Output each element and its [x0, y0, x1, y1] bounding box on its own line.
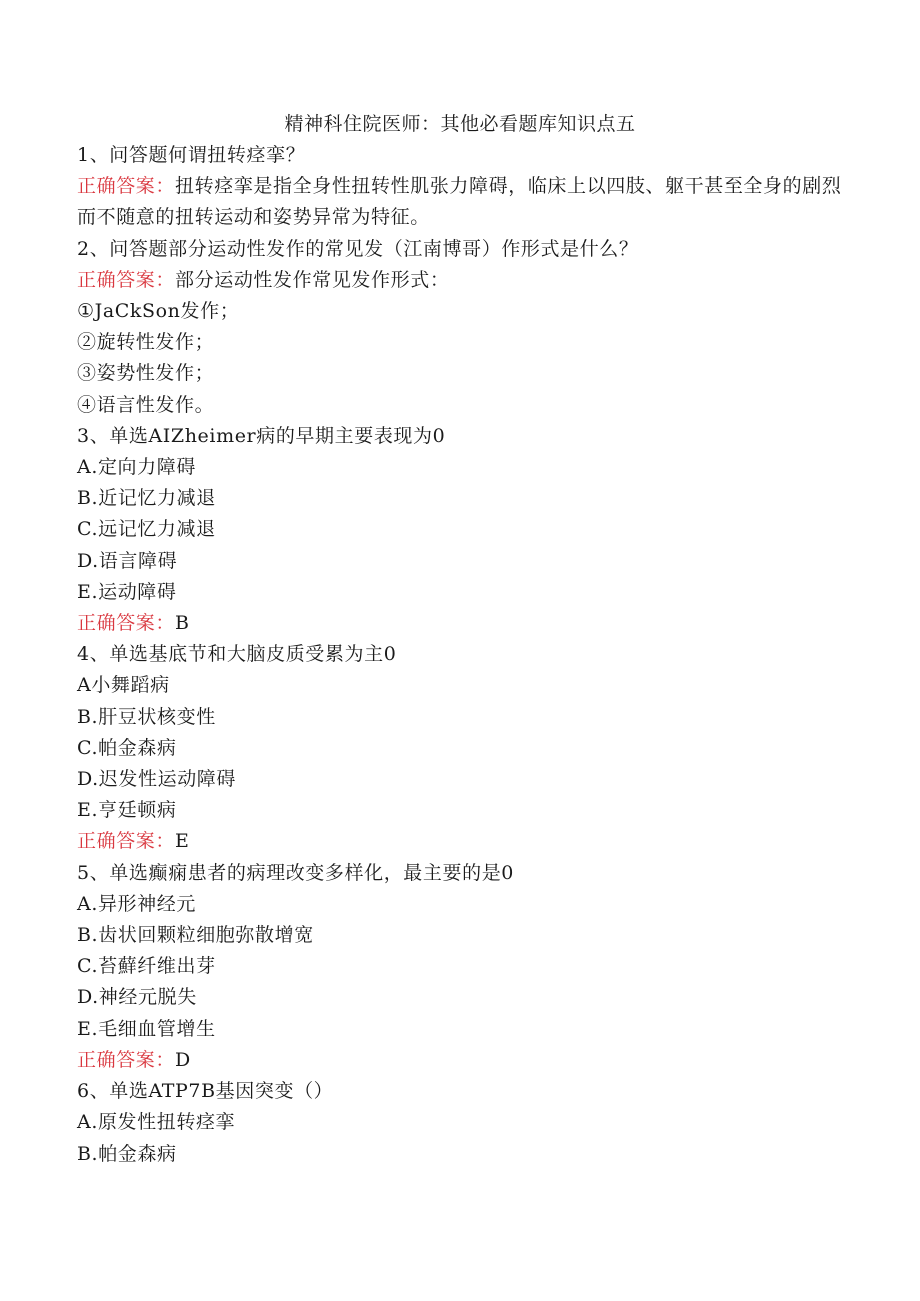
option: C.苔蘚纤维出芽 [77, 955, 216, 978]
answer-extra-item: ①JaCkSon发作； [77, 300, 240, 323]
answer-extra-item: ③姿势性发作； [77, 362, 215, 385]
answer-text: E [175, 830, 190, 853]
option: A.原发性扭转痉挛 [77, 1111, 236, 1134]
question-2: 2、问答题部分运动性发作的常见发（江南博哥）作形式是什么？ [77, 237, 639, 260]
document-title: 精神科住院医师：其他必看题库知识点五 [284, 113, 636, 135]
question-5: 5、单选癫痫患者的病理改变多样化，最主要的是0 [77, 861, 514, 884]
answer-text: 扭转痉挛是指全身性扭转性肌张力障碍，临床上以四肢、躯干甚至全身的剧烈而不随意的扭转运动和姿势异常为特征。 [77, 175, 842, 229]
answer-label: 正确答案： [77, 268, 176, 291]
question-list [77, 140, 847, 1170]
answer-label: 正确答案： [77, 175, 176, 198]
answer-extra-item: ④语言性发作。 [77, 393, 215, 416]
answer-text: D [175, 1048, 191, 1071]
answer-text: B [175, 612, 190, 635]
option: B.肝豆状核变性 [77, 705, 216, 728]
answer-label: 正确答案： [77, 612, 176, 635]
option: D.神经元脱失 [77, 986, 197, 1009]
answer-extra-item: ②旋转性发作； [77, 331, 215, 354]
question-4: 4、单选基底节和大脑皮质受累为主0 [77, 643, 397, 666]
answer-5 [77, 1045, 847, 1076]
option: B.近记忆力减退 [77, 487, 216, 510]
option: D.语言障碍 [77, 549, 178, 572]
option: C.帕金森病 [77, 736, 177, 759]
answer-text: 部分运动性发作常见发作形式： [175, 268, 450, 291]
answer-2 [77, 265, 847, 296]
answer-3 [77, 608, 847, 639]
answer-4 [77, 826, 847, 857]
question-6: 6、单选ATP7B基因突变（） [77, 1080, 334, 1103]
option: B.齿状回颗粒细胞弥散增宽 [77, 924, 314, 947]
option: A.定向力障碍 [77, 456, 196, 479]
option: A小舞蹈病 [77, 674, 170, 697]
question-1: 1、问答题何谓扭转痉挛？ [77, 144, 306, 166]
option: B.帕金森病 [77, 1142, 177, 1165]
option: E.毛细血管增生 [77, 1017, 216, 1040]
answer-label: 正确答案： [77, 1048, 176, 1071]
question-3: 3、单选AIZheimer病的早期主要表现为0 [77, 424, 446, 447]
option: C.远记忆力减退 [77, 518, 216, 541]
option: A.异形神经元 [77, 892, 196, 915]
option: E.运动障碍 [77, 580, 177, 603]
answer-1 [77, 171, 847, 233]
option: D.迟发性运动障碍 [77, 768, 236, 791]
option: E.亨廷顿病 [77, 799, 177, 822]
answer-label: 正确答案： [77, 830, 176, 853]
